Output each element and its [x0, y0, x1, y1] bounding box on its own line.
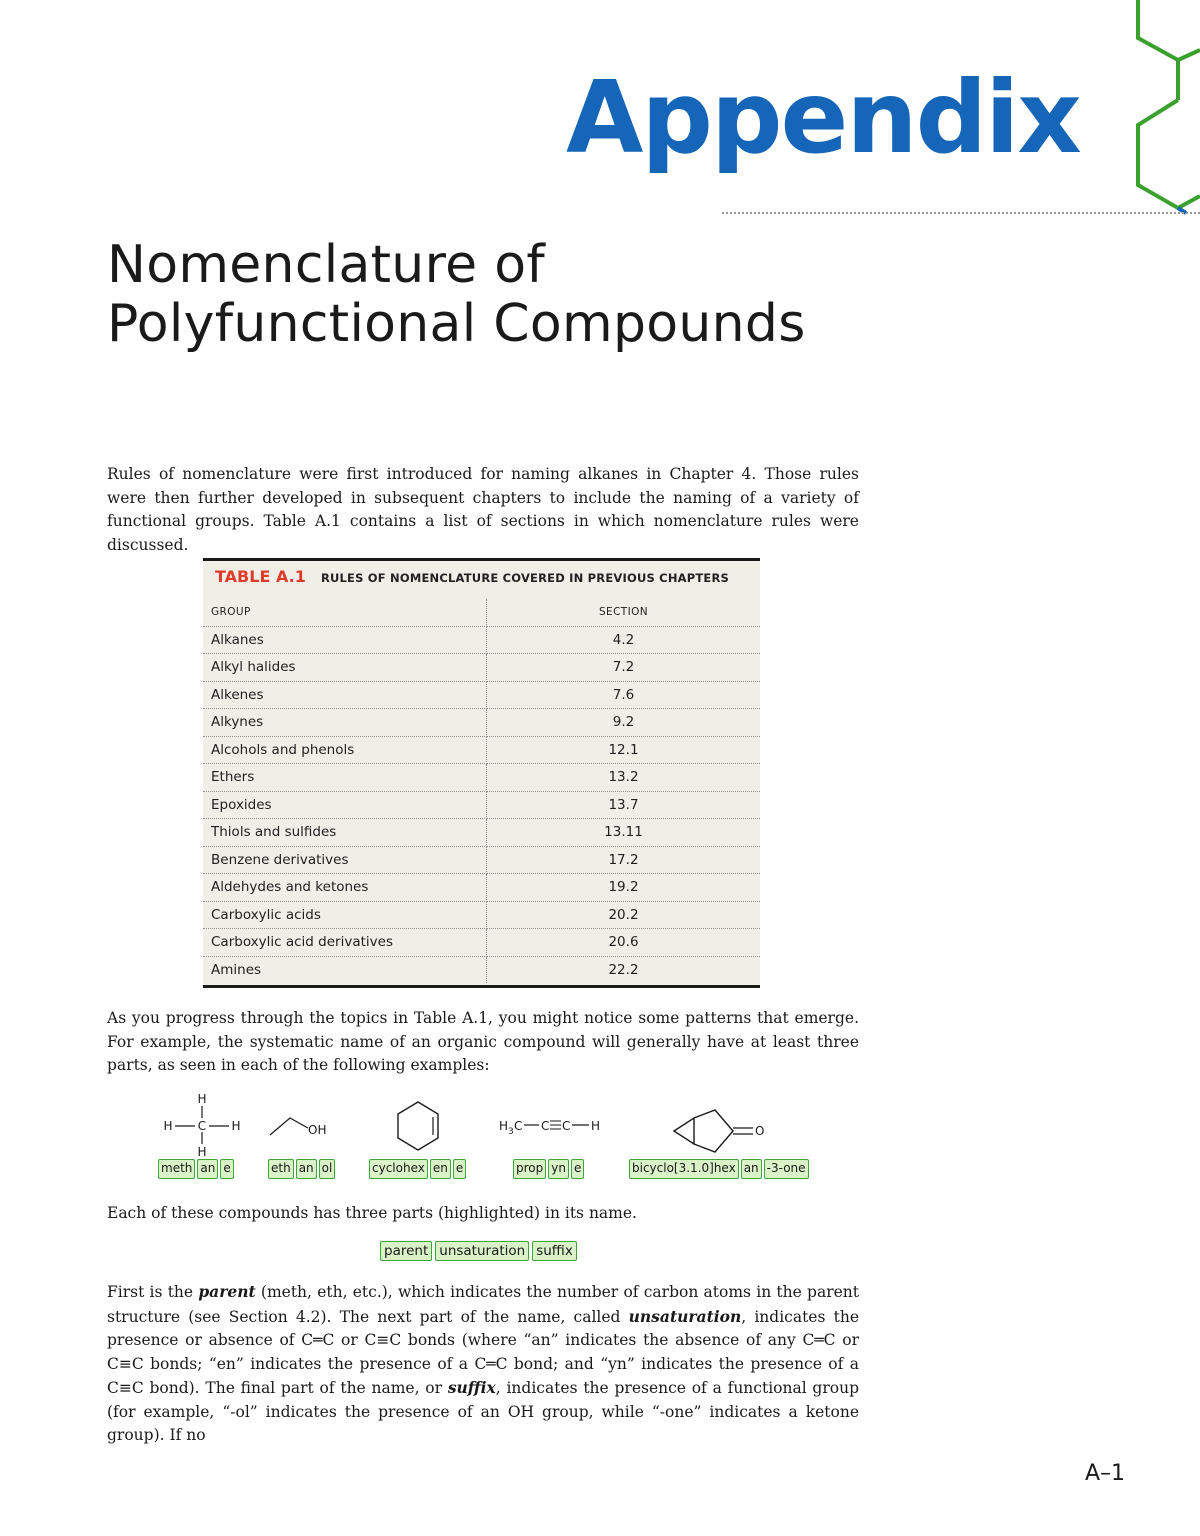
- methane-carbon: C: [197, 1119, 207, 1133]
- group-cell: Epoxides: [203, 791, 487, 819]
- name-part-suffix: ol: [319, 1159, 336, 1179]
- name-part-unsaturation: an: [296, 1159, 317, 1179]
- explanation-text-1: First is the: [107, 1283, 199, 1301]
- table-row: [203, 929, 760, 957]
- table-row: [203, 654, 760, 682]
- explanation-text-2: (meth, eth, etc.), which indicates the number of carbon atoms in the parent structure (see Section 4.2). The next part of the name, called: [107, 1283, 860, 1326]
- group-cell: Alkenes: [203, 681, 487, 709]
- group-cell: Alkanes: [203, 626, 487, 654]
- propyne-sub3: 3: [508, 1127, 514, 1137]
- intro-paragraph: Rules of nomenclature were first introduced for naming alkanes in Chapter 4. Those rules were then further developed in subsequent chapters to include the naming of a variety of functional groups. Table A.1 contains a list of sections in which nomenclature rules were discussed.: [107, 465, 859, 554]
- table-row: [203, 956, 760, 983]
- table-row: [203, 791, 760, 819]
- explanation-text-3: , indicates the presence or absence of C═C or C≡C bonds (where “an” indicates the absence of any C═C or C≡C bonds; “en” indicates the presence of a C═C bond; and “yn” indicates the presence of a C≡C bond). The final part of the name, or: [107, 1307, 859, 1397]
- name-parts-legend: [380, 1241, 577, 1261]
- example-name-bicyclohexanone: [629, 1159, 809, 1179]
- methane-bottom-h: H: [197, 1145, 207, 1159]
- chapter-title: [107, 236, 806, 354]
- methane-top-h: H: [197, 1092, 207, 1106]
- table-row: [203, 764, 760, 792]
- section-cell: 7.2: [487, 654, 761, 682]
- group-cell: Alcohols and phenols: [203, 736, 487, 764]
- ketone-oxygen: O: [755, 1124, 765, 1138]
- chapter-title-line2: Polyfunctional Compounds: [107, 294, 806, 354]
- section-cell: 20.6: [487, 929, 761, 957]
- example-name-cyclohexene: [369, 1159, 466, 1179]
- bicyclohexanone-structure: [668, 1090, 778, 1164]
- page-number: A–1: [1085, 1461, 1126, 1486]
- term-parent: parent: [198, 1282, 256, 1301]
- section-cell: 4.2: [487, 626, 761, 654]
- propyne-carbon2: C: [541, 1119, 550, 1133]
- header-divider: [722, 212, 1200, 214]
- example-name-methane: [158, 1159, 234, 1179]
- section-cell: 19.2: [487, 874, 761, 902]
- group-cell: Aldehydes and ketones: [203, 874, 487, 902]
- appendix-title: Appendix: [566, 59, 1080, 176]
- ethanol-structure: [268, 1090, 338, 1164]
- section-cell: 9.2: [487, 709, 761, 737]
- table-row: [203, 626, 760, 654]
- legend-suffix: suffix: [532, 1241, 577, 1261]
- three-parts-paragraph: Each of these compounds has three parts (highlighted) in its name.: [107, 1204, 637, 1222]
- name-part-unsaturation: an: [741, 1159, 762, 1179]
- table-label: TABLE A.1: [215, 567, 306, 586]
- propyne-h: H: [591, 1119, 601, 1133]
- methane-structure: [158, 1090, 241, 1164]
- table-row: [203, 681, 760, 709]
- table-row: [203, 846, 760, 874]
- patterns-paragraph: As you progress through the topics in Table A.1, you might notice some patterns that emerge. For example, the systematic name of an organic compound will generally have at least three parts, as seen in each of the following examples:: [107, 1009, 859, 1074]
- propyne-carbon3: C: [562, 1119, 571, 1133]
- explanation-text-4: , indicates the presence of a functional group (for example, “-ol” indicates the presence of an OH group, while “-one” indicates a ketone group). If no: [107, 1379, 859, 1444]
- group-cell: Amines: [203, 956, 487, 983]
- section-cell: 22.2: [608, 961, 639, 978]
- header-section: SECTION: [487, 599, 761, 626]
- legend-parent: parent: [380, 1241, 432, 1261]
- propyne-structure: [497, 1090, 607, 1164]
- table-row: [203, 874, 760, 902]
- cyclohexene-structure: [390, 1090, 450, 1164]
- section-cell: 13.7: [487, 791, 761, 819]
- name-part-parent: prop: [513, 1159, 546, 1179]
- table-grid: [203, 599, 760, 983]
- group-cell: Alkynes: [203, 709, 487, 737]
- group-cell: Thiols and sulfides: [203, 819, 487, 847]
- table-row: [203, 709, 760, 737]
- group-cell: Carboxylic acid derivatives: [203, 929, 487, 957]
- name-part-parent: bicyclo[3.1.0]hex: [629, 1159, 739, 1179]
- propyne-h3: H: [499, 1119, 509, 1133]
- section-cell: 7.6: [487, 681, 761, 709]
- example-name-ethanol: [268, 1159, 335, 1179]
- table-caption: [215, 567, 729, 591]
- section-cell: 13.2: [487, 764, 761, 792]
- name-part-suffix: e: [220, 1159, 233, 1179]
- term-suffix: suffix: [447, 1378, 496, 1397]
- methane-right-h: H: [231, 1119, 241, 1133]
- chapter-title-line1: Nomenclature of: [107, 235, 545, 295]
- table-row: [203, 901, 760, 929]
- header-group: GROUP: [203, 599, 487, 626]
- table-row: [203, 736, 760, 764]
- hexagon-decoration: [1120, 0, 1200, 215]
- name-part-unsaturation: en: [430, 1159, 451, 1179]
- legend-unsaturation: unsaturation: [435, 1241, 529, 1261]
- group-cell: Alkyl halides: [203, 654, 487, 682]
- name-part-suffix: -3-one: [764, 1159, 809, 1179]
- nomenclature-table: [203, 558, 760, 988]
- group-cell: Carboxylic acids: [203, 901, 487, 929]
- section-cell: 12.1: [487, 736, 761, 764]
- name-part-parent: meth: [158, 1159, 195, 1179]
- name-part-suffix: e: [571, 1159, 584, 1179]
- group-cell: Ethers: [203, 764, 487, 792]
- group-cell: Benzene derivatives: [203, 846, 487, 874]
- explanation-paragraph: [107, 1280, 859, 1448]
- section-cell: 17.2: [487, 846, 761, 874]
- term-unsaturation: unsaturation: [628, 1306, 742, 1326]
- methane-left-h: H: [163, 1119, 173, 1133]
- name-part-unsaturation: an: [197, 1159, 218, 1179]
- propyne-carbon1: C: [514, 1119, 523, 1133]
- section-cell: 13.11: [487, 819, 761, 847]
- name-part-unsaturation: yn: [548, 1159, 569, 1179]
- name-part-suffix: e: [453, 1159, 466, 1179]
- section-cell: 20.2: [487, 901, 761, 929]
- table-caption-text: RULES OF NOMENCLATURE COVERED IN PREVIOUS CHAPTERS: [320, 571, 730, 585]
- name-part-parent: cyclohex: [369, 1159, 428, 1179]
- name-part-parent: eth: [268, 1159, 294, 1179]
- ethanol-oh: OH: [308, 1123, 327, 1137]
- example-name-propyne: [513, 1159, 584, 1179]
- table-header-row: [203, 599, 760, 626]
- table-row: [203, 819, 760, 847]
